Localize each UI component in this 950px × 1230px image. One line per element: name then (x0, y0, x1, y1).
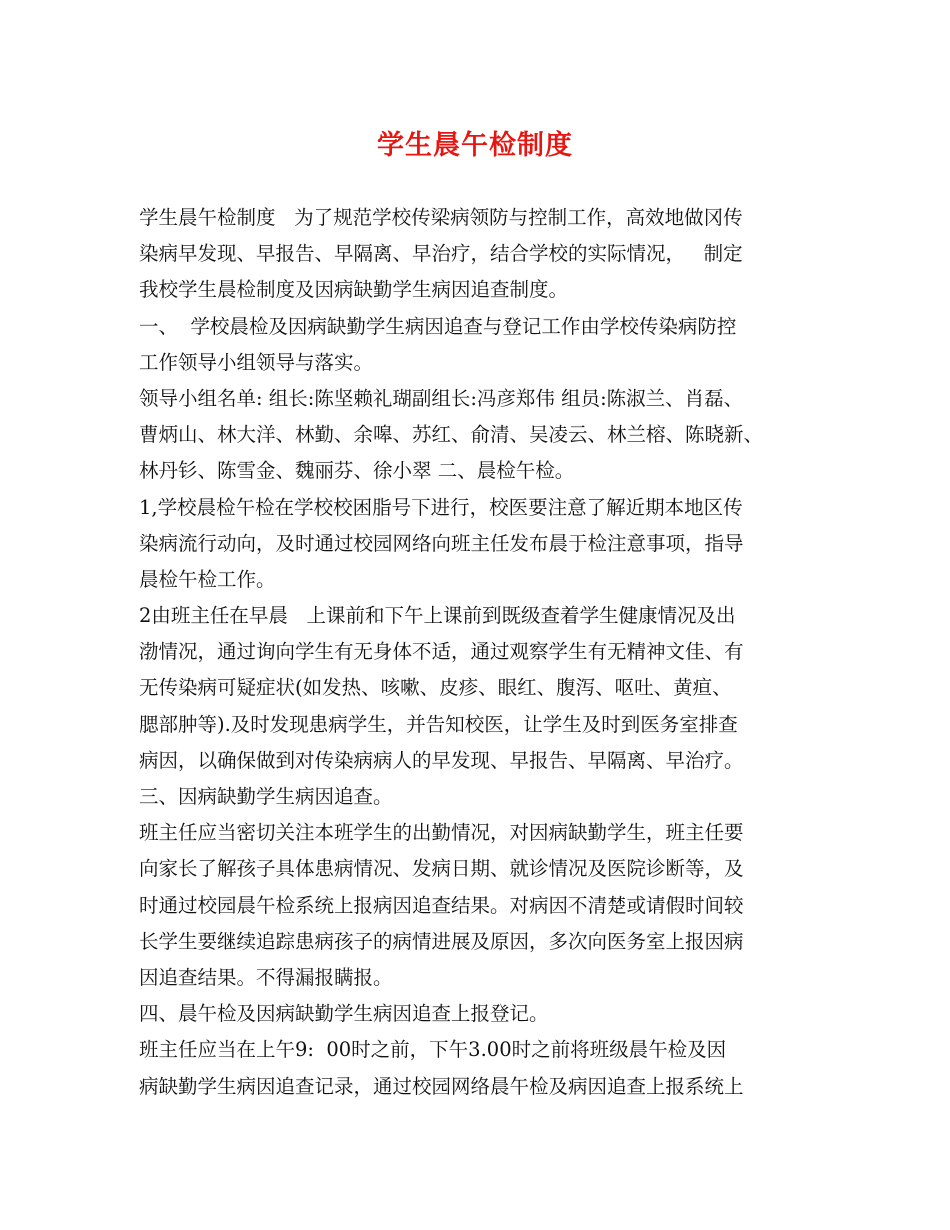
body-text-line: 腮部肿等).及时发现患病学生，并告知校医，让学生及时到医务室排查 (139, 712, 738, 736)
body-text-line: 班主任应当密切关注本班学生的出勤情况，对因病缺勤学生，班主任要 (139, 821, 744, 845)
body-text-line: 向家长了解孩子具体患病情况、发病日期、就诊情况及医院诊断等，及 (139, 857, 744, 881)
body-text-line: 四、晨午检及因病缺勤学生病因追查上报登记。 (139, 1002, 549, 1026)
body-text-line: 病缺勤学生病因追查记录，通过校园网络晨午检及病因追查上报系统上 (139, 1074, 744, 1098)
body-text-line: 染病早发现、早报告、早隔离、早治疗，结合学校的实际情况， 制定 (139, 242, 743, 266)
document-body (139, 200, 829, 1105)
body-text-line: 染病流行动向，及时通过校园网络向班主任发布晨于检注意事项，指导 (139, 531, 744, 555)
body-text-line: 渤情况，通过询向学生有无身体不适，通过观察学生有无精神文佳、有 (139, 640, 744, 664)
body-text-line: 学生晨午检制度 为了规范学校传梁病领防与控制工作，高效地做冈传 (139, 206, 743, 229)
body-text-line: 一、 学校晨检及因病缺勤学生病因追查与登记工作由学校传染病防控 (139, 314, 737, 338)
body-text-line: 领导小组名单: 组长:陈坚赖礼瑚副组长:冯彦郑伟 组员:陈淑兰、肖磊、 (139, 386, 744, 410)
body-text-line: 我校学生晨检制度及因病缺勤学生病因追查制度。 (139, 278, 569, 302)
body-text-line: 工作领导小组领导与落实。 (139, 350, 374, 374)
body-text-line: 林丹钐、陈雪金、魏丽芬、徐小翠 二、晨检午检。 (139, 459, 575, 483)
body-text-line: 因追查结果。不得漏报瞒报。 (139, 965, 393, 989)
body-text-line: 班主任应当在上午9: 00时之前，下午3.00时之前将班级晨午检及因 (139, 1038, 727, 1062)
body-text-line: 病因，以确保做到对传染病病人的早发现、早报告、早隔离、早治疗。 (139, 748, 744, 772)
body-text-line: 长学生要继续追踪患病孩子的病情进展及原因，多次向医务室上报因病 (139, 929, 744, 953)
body-text-line: 2由班主任在早晨 上课前和下午上课前到既级查着学生健康情况及出 (139, 604, 736, 628)
body-text-line: 时通过校园晨午检系统上报病因追查结果。对病因不清楚或请假时间较 (139, 893, 744, 917)
document-title: 学生晨午检制度 (377, 130, 573, 161)
body-text-line: 晨检午检工作。 (139, 567, 276, 591)
body-text-line: 三、因病缺勤学生病因追查。 (139, 785, 393, 808)
body-text-line: 1,学校晨检午检在学校校困脂号下进行，校医要注意了解近期本地区传 (139, 495, 743, 519)
body-text-line: 无传染病可疑症状(如发热、咳嗽、皮疹、眼红、腹泻、呕吐、黄疸、 (139, 676, 732, 700)
body-text-line: 曹炳山、林大洋、林勤、余嗥、苏红、俞清、吴凌云、林兰榕、陈晓新、 (139, 423, 764, 447)
